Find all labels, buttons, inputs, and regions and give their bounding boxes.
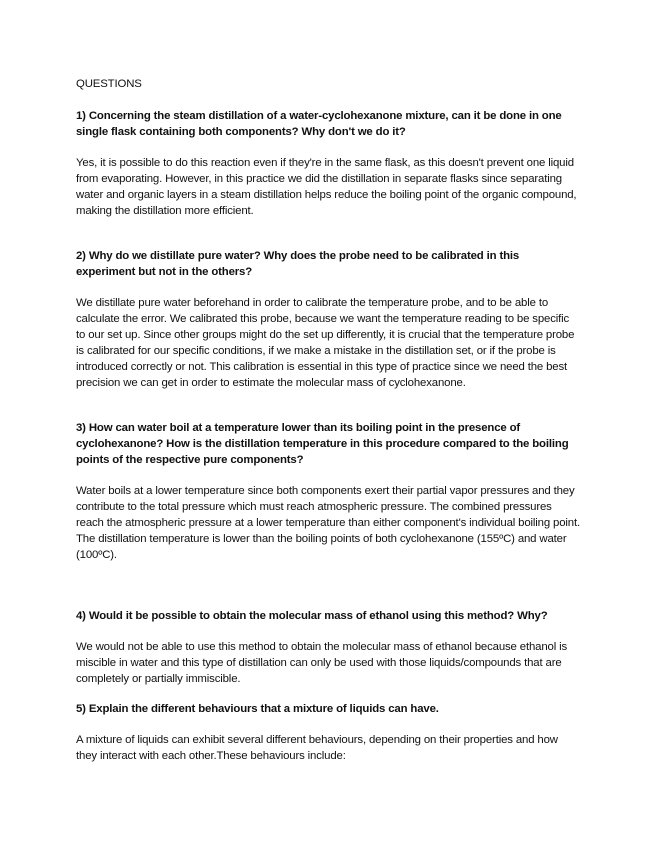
question-1: 1) Concerning the steam distillation of a water-cyclohexanone mixture, can it be done in one single flask containing both components? Why don't we do it? (76, 110, 562, 138)
question-5: 5) Explain the different behaviours that a mixture of liquids can have. (76, 703, 439, 715)
page-heading: QUESTIONS (76, 78, 142, 90)
answer-4-paragraph: We would not be able to use this method to obtain the molecular mass of ethanol because ethanol is miscible in water and this type of distillation can only be used with those liquids/compounds that are completely or partially immiscible. (76, 641, 568, 685)
question-2: 2) Why do we distillate pure water? Why does the probe need to be calibrated in this experiment but not in the others? (76, 250, 520, 278)
question-4: 4) Would it be possible to obtain the molecular mass of ethanol using this method? Why? (76, 610, 548, 622)
answer-1 (76, 155, 581, 219)
answer-2-paragraph: We distillate pure water beforehand in order to calibrate the temperature probe, and to be able to calculate the error. We calibrated this probe, because we want the temperature reading to be specific to our set up. Since other groups might do the set up differently, it is crucial that the temperature probe is calibrated for our specific conditions, if we make a mistake in the distillation set, or if the probe is introduced correctly or not. This calibration is essential in this type of practice since we need the best precision we can get in order to estimate the molecular mass of cyclohexanone. (76, 297, 575, 389)
answer-1-paragraph: Yes, it is possible to do this reaction even if they're in the same flask, as this doesn't prevent one liquid from evaporating. However, in this practice we did the distillation in separate flasks since separating water and organic layers in a steam distillation helps reduce the boiling point of the organic compound, making the distillation more efficient. (76, 157, 577, 217)
answer-3 (76, 483, 581, 563)
answer-5-paragraph: A mixture of liquids can exhibit several different behaviours, depending on their properties and how they interact with each other.These behaviours include: (76, 734, 558, 762)
answer-3-paragraph-1: Water boils at a lower temperature since both components exert their partial vapor pressures and they contribute to the total pressure which must reach atmospheric pressure. The combined pressures reach the atmospheric pressure at a lower temperature than either component's individual boiling point. (76, 485, 581, 529)
answer-4 (76, 639, 581, 687)
answer-2 (76, 295, 581, 391)
question-3: 3) How can water boil at a temperature lower than its boiling point in the presence of cyclohexanone? How is the distillation temperature in this procedure compared to the boiling points of the respective pure components? (76, 422, 569, 466)
answer-3-paragraph-2: The distillation temperature is lower than the boiling points of both cyclohexanone (155ºC) and water (100ºC). (76, 533, 567, 561)
answer-5 (76, 732, 581, 764)
